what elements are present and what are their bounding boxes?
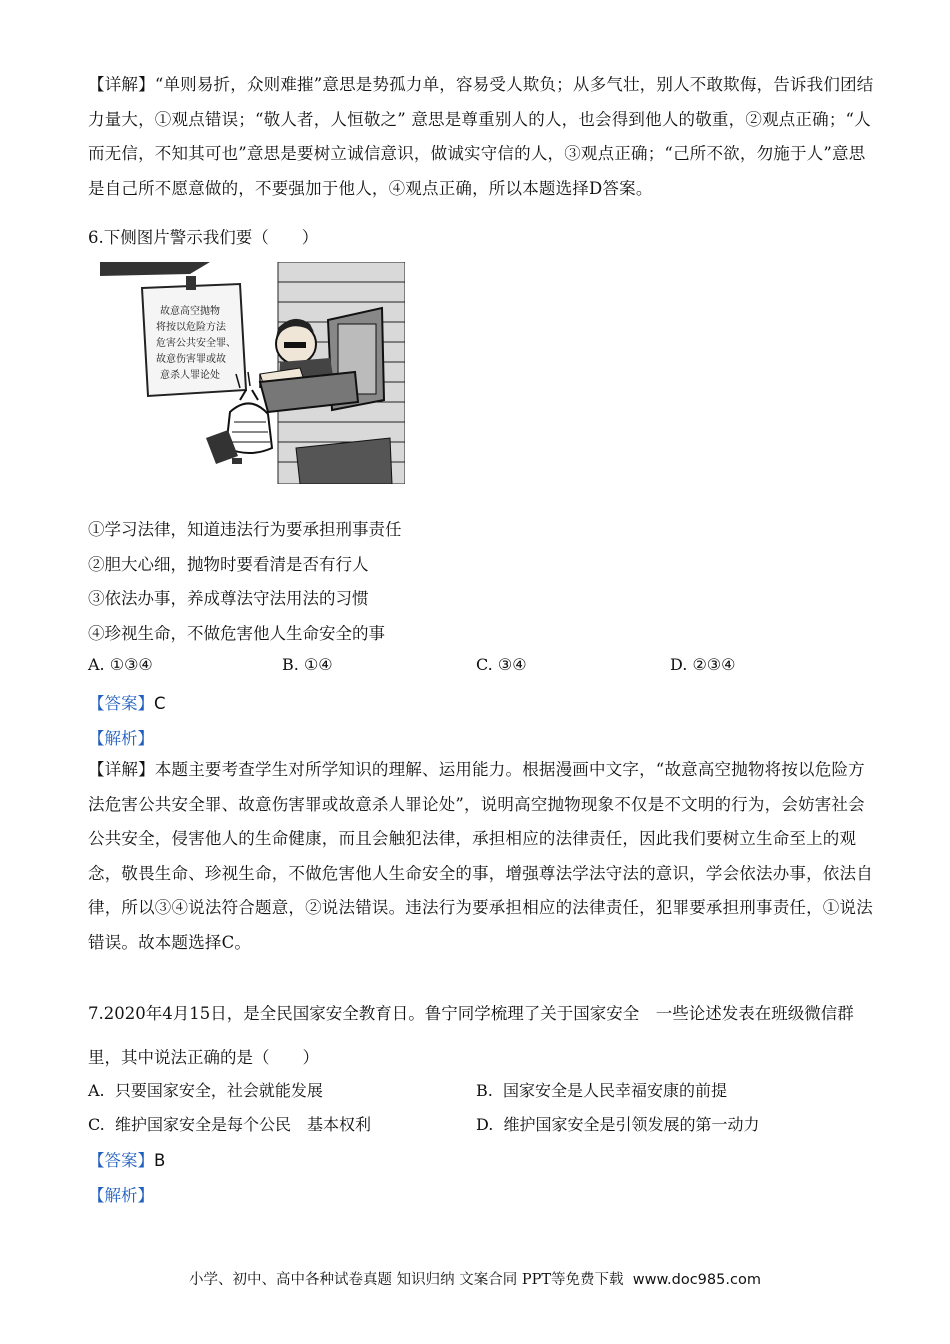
q5-detail-paragraph xyxy=(88,68,878,206)
q7-stem-line1: 7.2020年4月15日，是全民国家安全教育日。鲁宁同学梳理了关于国家安全 一些论述发表在班级微信群 xyxy=(88,1004,854,1023)
option-text: 只要国家安全，社会就能发展 xyxy=(114,1081,323,1100)
q7-answer xyxy=(88,1147,165,1171)
q7-option-b xyxy=(476,1078,727,1101)
option-letter: B. xyxy=(476,1081,493,1100)
option-text: 国家安全是人民幸福安康的前提 xyxy=(503,1081,728,1100)
q6-detail-text: 本题主要考查学生对所学知识的理解、运用能力。根据漫画中文字，“故意高空抛物将按以危险方法危害公共安全罪、故意伤害罪或故意杀人罪论处”，说明高空抛物现象不仅是不文明的行为，会妨害社会公共安全，侵害他人的生命健康，而且会触犯法律，承担相应的法律责任，因此我们要树立生命至上的观念，敬畏生命、珍视生命，不做危害他人生命安全的事，增强尊法学法守法的意识，学会依法办事，依法自律，所以③④说法符合题意，②说法错误。违法行为要承担相应的法律责任，犯罪要承担刑事责任，①说法错误。故本题选择C。 xyxy=(88,760,873,952)
q6-answer xyxy=(88,690,166,714)
footer-text: 小学、初中、高中各种试卷真题 知识归纳 文案合同 PPT等免费下载 xyxy=(189,1272,624,1288)
answer-value: C xyxy=(154,694,166,713)
poster-line: 危害公共安全罪、 xyxy=(156,338,236,349)
q6-statement: ①学习法律，知道违法行为要承担刑事责任 xyxy=(88,520,402,539)
q5-detail-text: “单则易折，众则难摧”意思是势孤力单，容易受人欺负；从多气壮，别人不敢欺侮，告诉我们团结力量大，①观点错误；“敬人者，人恒敬之” 意思是尊重别人的人，也会得到他人的敬重，②观点正确；“人而无信，不知其可也”意思是要树立诚信意识，做诚实守信的人，③观点正确；“己所不欲，勿施于人”意思是自己所不愿意做的，不要强加于他人，④观点正确，所以本题选择D答案。 xyxy=(88,75,874,198)
poster-line: 故意高空抛物 xyxy=(160,306,220,317)
option-letter: D. xyxy=(476,1115,494,1134)
option-text: ③④ xyxy=(497,655,527,674)
footer-website-link[interactable]: www.doc985.com xyxy=(632,1272,761,1288)
q6-statement: ④珍视生命，不做危害他人生命安全的事 xyxy=(88,624,385,643)
q6-analysis-tag: 【解析】 xyxy=(88,729,154,748)
option-letter: D. xyxy=(670,655,688,674)
option-letter: C. xyxy=(476,655,493,674)
q6-option-c xyxy=(476,655,527,674)
detail-tag: 【详解】 xyxy=(88,760,155,779)
option-text: ①④ xyxy=(303,655,333,674)
q7-option-c xyxy=(88,1112,371,1135)
answer-tag: 【答案】 xyxy=(88,694,154,713)
answer-value: B xyxy=(154,1151,166,1170)
option-letter: C. xyxy=(88,1115,105,1134)
option-text: 维护国家安全是引领发展的第一动力 xyxy=(503,1115,760,1134)
option-letter: A. xyxy=(88,655,105,674)
option-text: ②③④ xyxy=(692,655,736,674)
q7-option-a xyxy=(88,1078,323,1101)
high-altitude-throwing-cartoon xyxy=(100,262,405,484)
option-text: ①③④ xyxy=(109,655,153,674)
q6-stem: 6.下侧图片警示我们要（ ） xyxy=(88,228,319,247)
q6-option-d xyxy=(670,655,735,674)
page-footer xyxy=(0,1268,950,1289)
answer-tag: 【答案】 xyxy=(88,1151,154,1170)
detail-tag: 【详解】 xyxy=(88,75,155,94)
poster-line: 意杀人罪论处 xyxy=(160,370,220,381)
q7-analysis-tag: 【解析】 xyxy=(88,1186,154,1205)
q6-option-a xyxy=(88,655,153,674)
poster-sign xyxy=(142,276,246,396)
poster-line: 将按以危险方法 xyxy=(156,322,226,333)
q7-option-d xyxy=(476,1112,760,1135)
option-letter: B. xyxy=(282,655,299,674)
option-text: 维护国家安全是每个公民 基本权利 xyxy=(114,1115,371,1134)
poster-line: 故意伤害罪或故 xyxy=(156,354,226,365)
option-letter: A. xyxy=(88,1081,105,1100)
q6-detail-paragraph xyxy=(88,753,878,960)
debris xyxy=(232,458,242,464)
q6-statement: ②胆大心细，抛物时要看清是否有行人 xyxy=(88,555,369,574)
q6-statement: ③依法办事，养成尊法守法用法的习惯 xyxy=(88,589,369,608)
q6-option-b xyxy=(282,655,333,674)
q7-stem-line2: 里，其中说法正确的是（ ） xyxy=(88,1048,319,1067)
